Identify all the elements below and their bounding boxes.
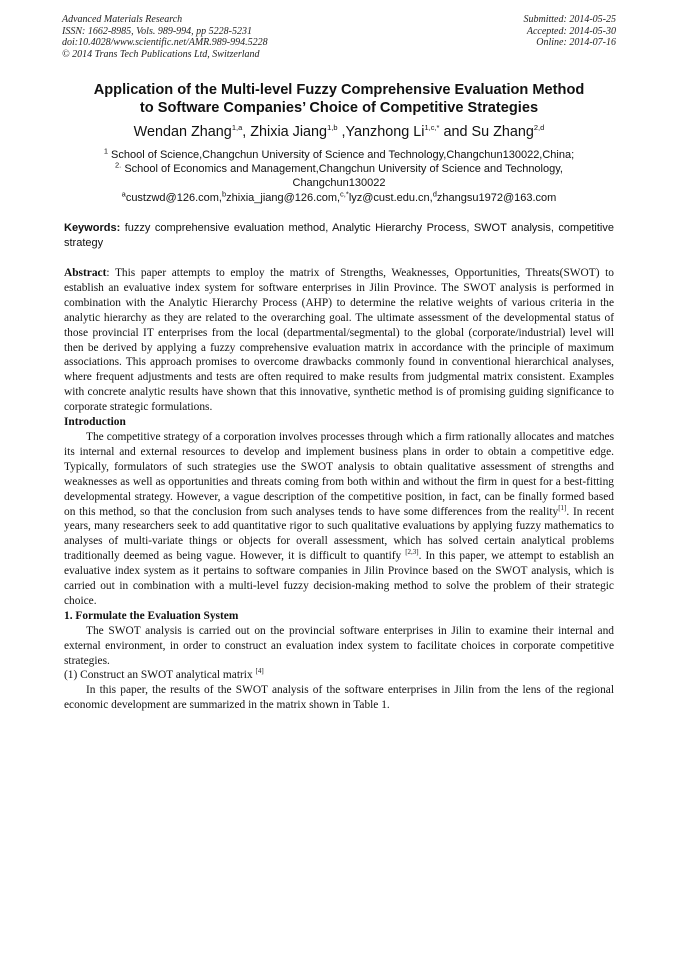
author-2: Zhixia Jiang: [250, 124, 328, 140]
author-list: [40, 124, 638, 141]
intro-text-3: . In this paper, we attempt to establish an evaluative index system as it pertains to software companies in Jilin Province based on the SWOT analysis, which is carried out in combination with a multi-level fuzzy decision-making method to solve the problem of their strategic choice.: [64, 550, 614, 607]
section-1-paragraph-2: In this paper, the results of the SWOT analysis of the software enterprises in Jilin from the lens of the regional economic development are summarized in the matrix shown in Table 1.: [64, 684, 614, 712]
email-b[interactable]: zhixia_jiang@126.com,: [226, 192, 341, 204]
submitted-date: Submitted: 2014-05-25: [523, 14, 616, 25]
accepted-date: Accepted: 2014-05-30: [526, 25, 616, 37]
section-1-heading: 1. Formulate the Evaluation System: [64, 609, 239, 622]
affiliation-2: [60, 162, 618, 176]
title-line-1: Application of the Multi-level Fuzzy Comprehensive Evaluation Method: [93, 82, 585, 98]
author-4: Su Zhang: [471, 124, 534, 140]
author-emails: [60, 191, 618, 205]
citation-4[interactable]: [4]: [255, 667, 264, 676]
subsection-1-heading: [64, 668, 614, 683]
intro-text-2: . In recent years, many researchers seek to add quantitative rigor to such qualitative evaluations by applying fuzzy mathematics to analyses of multi-variate things or objects for overall assessment, which has solved certain analytical problems traditionally deemed as being vague. However, it is difficult to quantify: [64, 505, 614, 563]
keywords-label: Keywords:: [64, 222, 121, 234]
author-4-affil: 2,d: [533, 123, 545, 133]
author-3: Yanzhong Li: [345, 124, 425, 140]
citation-1[interactable]: [1]: [558, 503, 567, 512]
author-separator: ,: [242, 124, 251, 140]
email-a-mark: a: [121, 189, 126, 199]
intro-text-1: The competitive strategy of a corporation involves processes through which a firm rationally allocates and matches its internal and external resources to develop and implement business plans in order to obtain a competitive edge. Typically, formulators of such strategies use the SWOT analysis to obtain qualitative assessment of strengths and weaknesses as well as opportunities and threats coming from both within and without the firm in quest for a best-fitting developmental strategy. However, a vague description of the competitive position, in fact, can be finally formed based on this method, so that the conclusion from such analyses tends to have some differences from the reality: [64, 430, 614, 518]
online-date: Online: 2014-07-16: [536, 37, 616, 48]
dates-header: [524, 14, 617, 49]
doi-line: doi:10.4028/www.scientific.net/AMR.989-994.5228: [62, 37, 268, 48]
author-separator: ,: [337, 124, 346, 140]
email-c-mark: c,*: [340, 189, 349, 199]
title-line-2: to Software Companies’ Choice of Competitive Strategies: [139, 99, 539, 116]
email-a[interactable]: custzwd@126.com,: [125, 192, 222, 204]
abstract-text: : This paper attempts to employ the matrix of Strengths, Weaknesses, Opportunities, Threats(SWOT) to establish an evaluative index system for software enterprises in Jilin Province. The SWOT analysis is performed in combination with the Analytic Hierarchy Process (AHP) to determine the relative weights of various criteria in the analytic hierarchy as they are related to the overarching goal. The ultimate assessment of the developmental status of those provincial IT enterprises from the local (departmental/segmental) to the global (corporate/industrial) level will then be derived by applying a fuzzy comprehensive evaluation matrix in accordance with the principle of maximum associations. This approach promises to overcome drawbacks commonly found in conventional hierarchical analyses, where frequent adjustments and tests are often required to make results from judgmental matrix consistent. Examples with concrete analytic results have shown that this innovative, synthetic method is of promising guiding significance to corporate strategic formulations.: [64, 267, 614, 414]
journal-name: Advanced Materials Research: [62, 14, 183, 25]
keywords: [64, 221, 614, 250]
email-d[interactable]: zhangsu1972@163.com: [436, 192, 557, 204]
main-text: [64, 266, 614, 713]
introduction-paragraph: [64, 430, 614, 609]
abstract: [64, 266, 614, 415]
citation-2-3[interactable]: [2,3]: [405, 548, 419, 557]
email-c[interactable]: lyz@cust.edu.cn,: [348, 192, 433, 204]
section-1-paragraph: The SWOT analysis is carried out on the provincial software enterprises in Jilin to examine their internal and external environment, in order to construct an evaluation index system to facilitate choices in corporate competitive strategies.: [64, 624, 614, 667]
author-separator: and: [439, 124, 472, 140]
paper-title: [50, 82, 628, 117]
subsection-1-text: (1) Construct an SWOT analytical matrix: [64, 669, 256, 682]
affiliation-2-text: School of Economics and Management,Changchun University of Science and Technology,: [121, 163, 563, 175]
affiliations: [60, 148, 618, 190]
introduction-heading: Introduction: [64, 416, 126, 429]
author-3-affil: 1,c,*: [424, 123, 440, 133]
email-d-mark: d: [432, 189, 437, 199]
affiliation-1-text: School of Science,Changchun University of Science and Technology,Changchun130022,China;: [107, 149, 575, 161]
author-2-affil: 1,b: [327, 123, 338, 133]
abstract-label: Abstract: [64, 267, 107, 279]
keywords-text: fuzzy comprehensive evaluation method, Analytic Hierarchy Process, SWOT analysis, competitive strategy: [64, 222, 614, 249]
journal-header: [62, 14, 268, 60]
copyright-line: © 2014 Trans Tech Publications Ltd, Switzerland: [62, 48, 260, 60]
affiliation-2-continued: Changchun130022: [292, 177, 386, 189]
affiliation-1-mark: 1: [103, 146, 108, 156]
author-1: Wendan Zhang: [133, 124, 232, 140]
author-1-affil: 1,a: [231, 123, 243, 133]
email-b-mark: b: [221, 189, 227, 199]
affiliation-2-mark: 2.: [115, 160, 122, 170]
issn-line: ISSN: 1662-8985, Vols. 989-994, pp 5228-5231: [62, 25, 252, 37]
affiliation-1: [60, 148, 618, 162]
